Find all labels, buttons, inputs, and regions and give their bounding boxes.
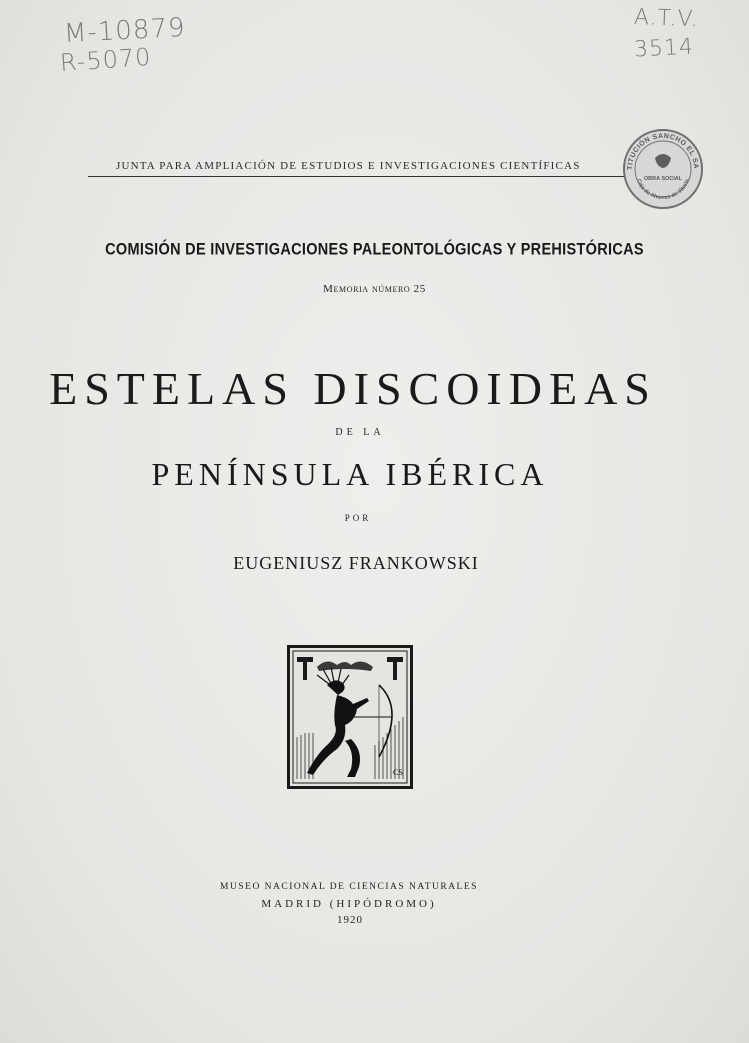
author-name: EUGENIUSZ FRANKOWSKI: [233, 553, 479, 573]
author-prefix: POR: [344, 513, 372, 523]
emblem-monogram: CS: [393, 768, 403, 777]
handwritten-shelfmark-1: M-10879: [63, 12, 187, 50]
archer-emblem-icon: [287, 645, 413, 789]
stamp-outer-text: TITUCIÓN SANCHO EL SA: [626, 132, 700, 171]
publisher-name: MUSEO NACIONAL DE CIENCIAS NATURALES: [220, 882, 478, 892]
handwritten-shelfmark-2: R-5070: [59, 42, 153, 78]
main-title-line2: PENÍNSULA IBÉRICA: [151, 456, 549, 492]
header-rule: [88, 176, 648, 177]
commission-name: COMISIÓN DE INVESTIGACIONES PALEONTOLÓGICAS Y PREHISTÓRICAS: [105, 240, 644, 260]
handwritten-catalog-number: 3514: [633, 34, 695, 63]
main-title-line1: ESTELAS DISCOIDEAS: [49, 363, 657, 414]
library-stamp: [622, 128, 704, 210]
stamp-inner-text: OBRA SOCIAL: [643, 176, 683, 182]
institution-header: JUNTA PARA AMPLIACIÓN DE ESTUDIOS E INVESTIGACIONES CIENTÍFICAS: [116, 160, 581, 172]
handwritten-catalog-code: A.T.V.: [633, 4, 700, 33]
publication-year: 1920: [337, 914, 363, 926]
publisher-location: MADRID (HIPÓDROMO): [261, 898, 437, 910]
title-connector: DE LA: [335, 427, 385, 438]
stamp-lower-text: Caja de Ahorros de Vitoria: [635, 178, 691, 202]
stamp-seal-icon: [622, 128, 704, 210]
memoria-number: Memoria número 25: [323, 283, 426, 295]
